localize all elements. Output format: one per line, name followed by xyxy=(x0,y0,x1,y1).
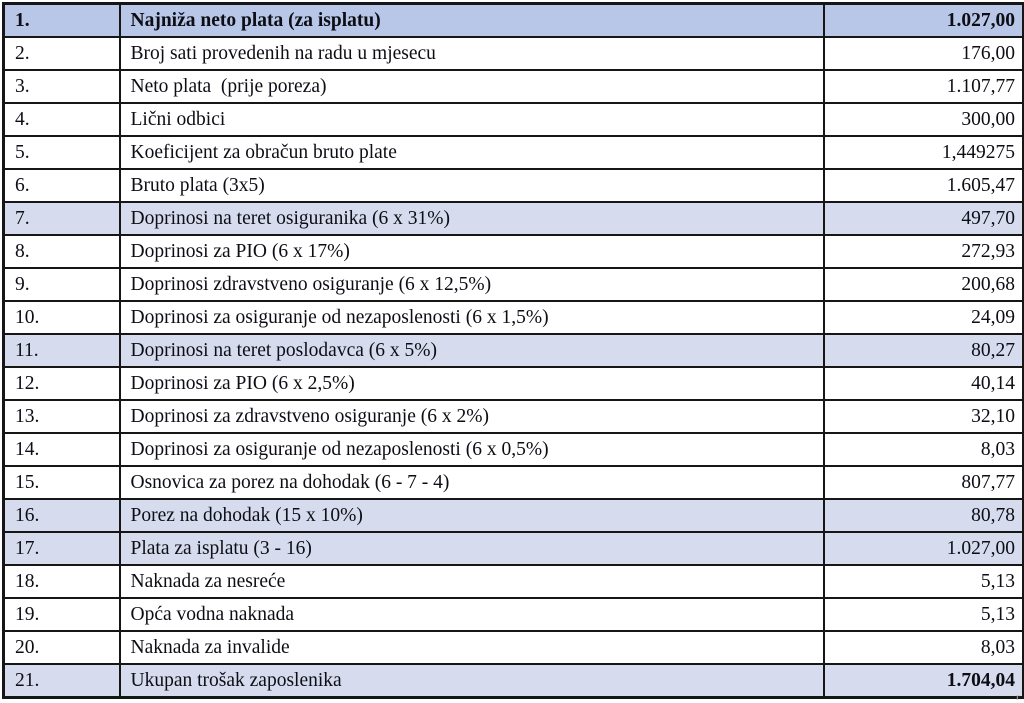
row-description-cell: Koeficijent za obračun bruto plate xyxy=(120,136,824,169)
row-description-cell: Doprinosi za zdravstveno osiguranje (6 x 2%) xyxy=(120,400,824,433)
table-row xyxy=(4,367,1024,400)
row-description-cell: Doprinosi za PIO (6 x 17%) xyxy=(120,235,824,268)
row-description-cell: Doprinosi zdravstveno osiguranje (6 x 12,5%) xyxy=(120,268,824,301)
row-description-cell: Doprinosi za PIO (6 x 2,5%) xyxy=(120,367,824,400)
table-row xyxy=(4,202,1024,235)
row-description-cell: Bruto plata (3x5) xyxy=(120,169,824,202)
salary-calculation-table-wrap xyxy=(2,2,1024,699)
row-number-cell: 8. xyxy=(4,235,120,268)
row-amount-cell: 1,449275 xyxy=(824,136,1024,169)
table-row xyxy=(4,532,1024,565)
table-row xyxy=(4,664,1024,698)
row-description-cell: Naknada za invalide xyxy=(120,631,824,664)
row-description-cell: Lični odbici xyxy=(120,103,824,136)
table-row xyxy=(4,499,1024,532)
row-number-cell: 19. xyxy=(4,598,120,631)
row-number-cell: 3. xyxy=(4,70,120,103)
row-number-cell: 5. xyxy=(4,136,120,169)
row-amount-cell: 1.027,00 xyxy=(824,4,1024,38)
table-row xyxy=(4,631,1024,664)
row-amount-cell: 8,03 xyxy=(824,631,1024,664)
row-number-cell: 15. xyxy=(4,466,120,499)
row-amount-cell: 80,78 xyxy=(824,499,1024,532)
row-number-cell: 18. xyxy=(4,565,120,598)
row-amount-cell: 32,10 xyxy=(824,400,1024,433)
table-row xyxy=(4,103,1024,136)
row-amount-cell: 200,68 xyxy=(824,268,1024,301)
table-row xyxy=(4,301,1024,334)
row-description-cell: Opća vodna naknada xyxy=(120,598,824,631)
row-amount-cell: 80,27 xyxy=(824,334,1024,367)
row-number-cell: 13. xyxy=(4,400,120,433)
row-amount-cell: 8,03 xyxy=(824,433,1024,466)
row-number-cell: 1. xyxy=(4,4,120,38)
row-description-cell: Doprinosi na teret osiguranika (6 x 31%) xyxy=(120,202,824,235)
table-row xyxy=(4,598,1024,631)
table-row xyxy=(4,70,1024,103)
table-row xyxy=(4,466,1024,499)
row-number-cell: 6. xyxy=(4,169,120,202)
row-number-cell: 12. xyxy=(4,367,120,400)
row-description-cell: Doprinosi za osiguranje od nezaposlenosti (6 x 1,5%) xyxy=(120,301,824,334)
row-amount-cell: 40,14 xyxy=(824,367,1024,400)
row-number-cell: 9. xyxy=(4,268,120,301)
row-description-cell: Porez na dohodak (15 x 10%) xyxy=(120,499,824,532)
table-row xyxy=(4,268,1024,301)
table-row xyxy=(4,433,1024,466)
row-number-cell: 21. xyxy=(4,664,120,698)
row-amount-cell: 1.704,04 xyxy=(824,664,1024,698)
row-amount-cell: 1.027,00 xyxy=(824,532,1024,565)
row-amount-cell: 497,70 xyxy=(824,202,1024,235)
row-description-cell: Ukupan trošak zaposlenika xyxy=(120,664,824,698)
row-description-cell: Broj sati provedenih na radu u mjesecu xyxy=(120,37,824,70)
salary-calculation-table xyxy=(2,2,1024,699)
row-description-cell: Doprinosi za osiguranje od nezaposlenosti (6 x 0,5%) xyxy=(120,433,824,466)
row-amount-cell: 300,00 xyxy=(824,103,1024,136)
row-number-cell: 4. xyxy=(4,103,120,136)
row-description-cell: Neto plata (prije poreza) xyxy=(120,70,824,103)
row-amount-cell: 176,00 xyxy=(824,37,1024,70)
row-description-cell: Plata za isplatu (3 - 16) xyxy=(120,532,824,565)
table-row xyxy=(4,400,1024,433)
table-row xyxy=(4,169,1024,202)
row-amount-cell: 272,93 xyxy=(824,235,1024,268)
table-row xyxy=(4,136,1024,169)
table-row xyxy=(4,37,1024,70)
row-amount-cell: 24,09 xyxy=(824,301,1024,334)
row-amount-cell: 1.107,77 xyxy=(824,70,1024,103)
row-amount-cell: 5,13 xyxy=(824,598,1024,631)
row-amount-cell: 807,77 xyxy=(824,466,1024,499)
row-number-cell: 2. xyxy=(4,37,120,70)
row-amount-cell: 1.605,47 xyxy=(824,169,1024,202)
table-row xyxy=(4,4,1024,38)
screenshot-edge-artifact: r xyxy=(1016,691,1020,703)
row-number-cell: 11. xyxy=(4,334,120,367)
table-row xyxy=(4,565,1024,598)
row-number-cell: 17. xyxy=(4,532,120,565)
row-number-cell: 10. xyxy=(4,301,120,334)
row-description-cell: Naknada za nesreće xyxy=(120,565,824,598)
table-row xyxy=(4,235,1024,268)
row-number-cell: 16. xyxy=(4,499,120,532)
row-description-cell: Doprinosi na teret poslodavca (6 x 5%) xyxy=(120,334,824,367)
row-amount-cell: 5,13 xyxy=(824,565,1024,598)
row-description-cell: Najniža neto plata (za isplatu) xyxy=(120,4,824,38)
row-number-cell: 7. xyxy=(4,202,120,235)
table-row xyxy=(4,334,1024,367)
row-number-cell: 14. xyxy=(4,433,120,466)
row-description-cell: Osnovica za porez na dohodak (6 - 7 - 4) xyxy=(120,466,824,499)
row-number-cell: 20. xyxy=(4,631,120,664)
